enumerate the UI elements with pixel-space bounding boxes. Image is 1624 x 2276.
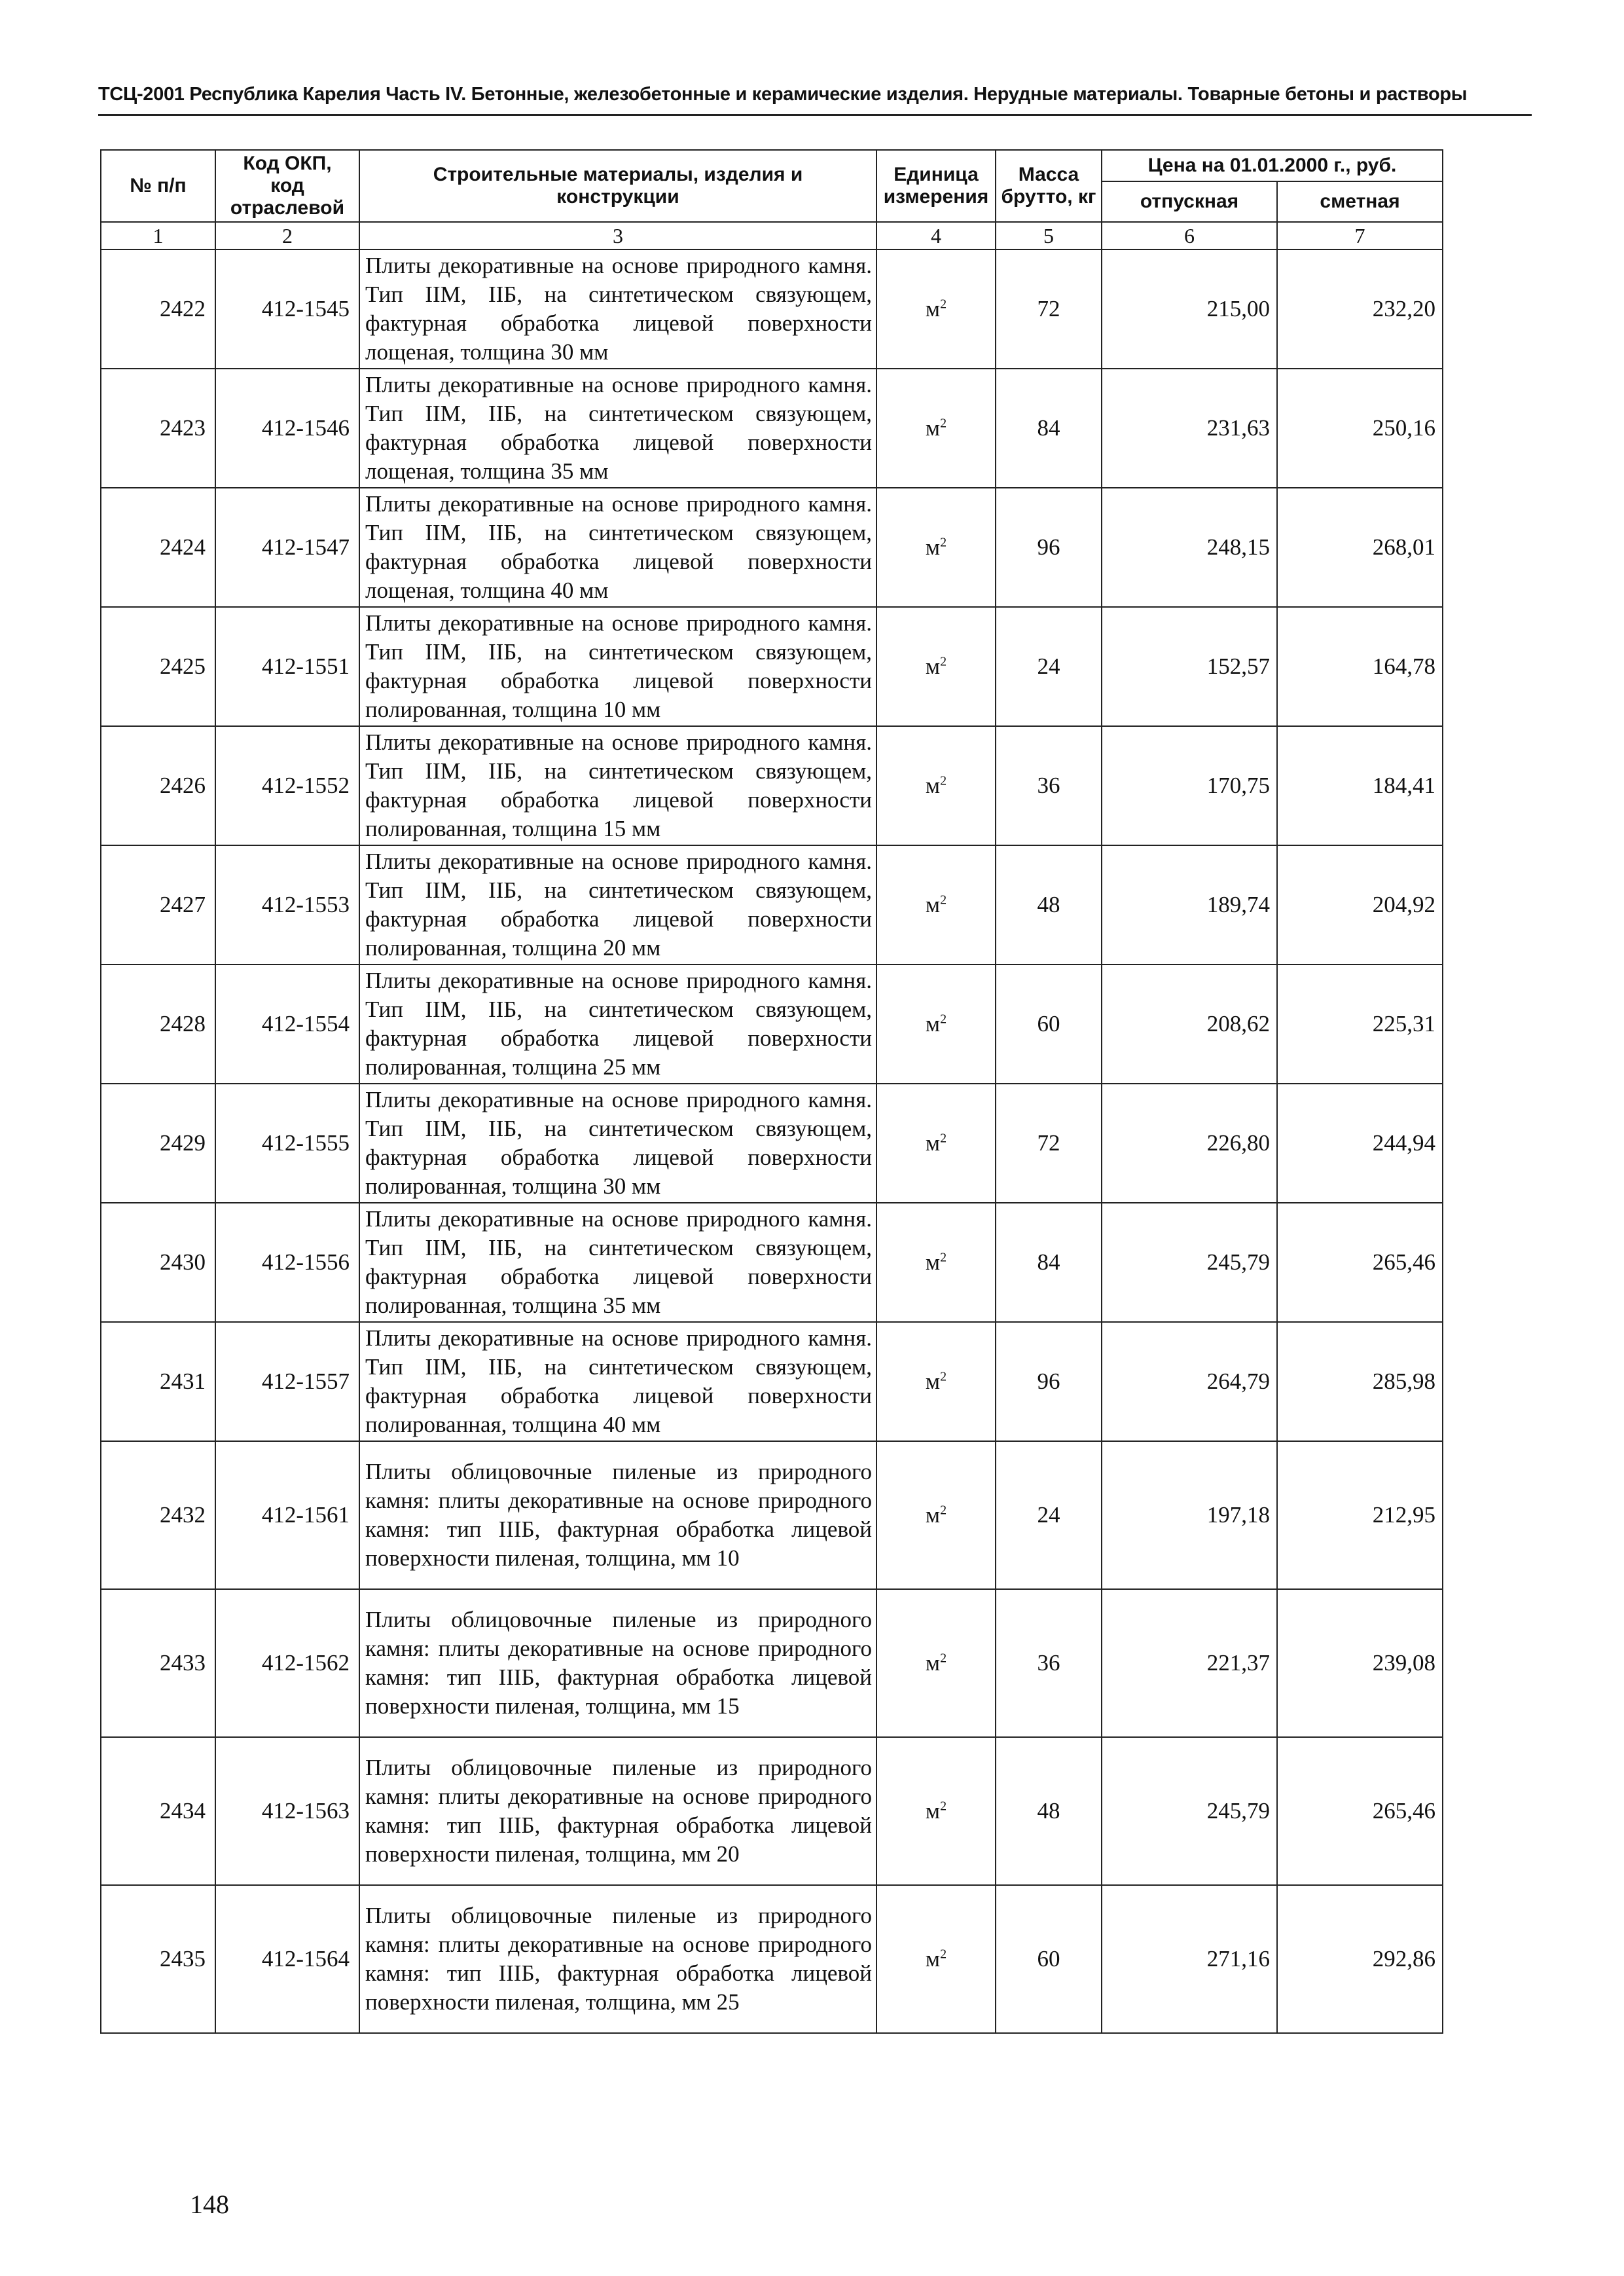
release-price: 231,63 [1102,369,1277,488]
estimate-price: 265,46 [1277,1737,1443,1885]
table-row [101,1885,1443,2033]
okp-code: 412-1556 [215,1203,359,1322]
unit-exponent: 2 [940,773,947,788]
okp-code: 412-1555 [215,1084,359,1203]
material-description: Плиты облицовочные пиленые из природного камня: плиты декоративные на основе природного камня: тип IIIБ, фактурная обработка лицевой поверхности пиленая, толщина, мм 15 [359,1589,876,1737]
gross-mass: 36 [996,1589,1102,1737]
unit: м [925,415,941,441]
material-description: Плиты декоративные на основе природного камня. Тип IIМ, IIБ, на синтетическом связующем, фактурная обработка лицевой поверхности полированная, толщина 15 мм [359,726,876,845]
gross-mass: 84 [996,1203,1102,1322]
estimate-price: 239,08 [1277,1589,1443,1737]
table-row [101,1441,1443,1589]
row-number: 2423 [101,369,215,488]
gross-mass: 24 [996,1441,1102,1589]
okp-code: 412-1546 [215,369,359,488]
col-header-num: № п/п [101,150,215,222]
unit-cell [876,1737,996,1885]
estimate-price: 244,94 [1277,1084,1443,1203]
unit: м [925,1011,941,1037]
unit-exponent: 2 [940,892,947,908]
unit-exponent: 2 [940,1250,947,1265]
estimate-price: 204,92 [1277,845,1443,964]
col-header-code-line3: отраслевой [230,197,345,219]
estimate-price: 184,41 [1277,726,1443,845]
row-number: 2427 [101,845,215,964]
unit-cell [876,249,996,369]
column-number: 5 [996,222,1102,249]
unit: м [925,296,941,321]
unit-exponent: 2 [940,416,947,431]
material-description: Плиты облицовочные пиленые из природного камня: плиты декоративные на основе природного камня: тип IIIБ, фактурная обработка лицевой поверхности пиленая, толщина, мм 20 [359,1737,876,1885]
unit-cell [876,1441,996,1589]
price-table [100,149,1443,2034]
estimate-price: 265,46 [1277,1203,1443,1322]
unit-cell [876,726,996,845]
unit-exponent: 2 [940,1369,947,1384]
estimate-price: 232,20 [1277,249,1443,369]
gross-mass: 72 [996,1084,1102,1203]
col-header-unit [876,150,996,222]
gross-mass: 96 [996,1322,1102,1441]
estimate-price: 292,86 [1277,1885,1443,2033]
row-number: 2426 [101,726,215,845]
column-number: 7 [1277,222,1443,249]
gross-mass: 48 [996,845,1102,964]
unit: м [925,1249,941,1275]
material-description: Плиты облицовочные пиленые из природного камня: плиты декоративные на основе природного камня: тип IIIБ, фактурная обработка лицевой поверхности пиленая, толщина, мм 25 [359,1885,876,2033]
unit-exponent: 2 [940,1503,947,1518]
release-price: 197,18 [1102,1441,1277,1589]
release-price: 271,16 [1102,1885,1277,2033]
running-header: ТСЦ-2001 Республика Карелия Часть IV. Бетонные, железобетонные и керамические изделия. Нерудные материалы. Товарные бетоны и растворы [98,84,1468,105]
release-price: 189,74 [1102,845,1277,964]
unit-exponent: 2 [940,654,947,669]
okp-code: 412-1562 [215,1589,359,1737]
unit-exponent: 2 [940,1651,947,1666]
estimate-price: 225,31 [1277,964,1443,1084]
material-description: Плиты декоративные на основе природного камня. Тип IIМ, IIБ, на синтетическом связующем, фактурная обработка лицевой поверхности лощеная, толщина 40 мм [359,488,876,607]
unit-cell [876,369,996,488]
unit-cell [876,1084,996,1203]
col-header-unit-line1: Единица [893,164,979,185]
gross-mass: 60 [996,1885,1102,2033]
estimate-price: 285,98 [1277,1322,1443,1441]
table-row [101,1322,1443,1441]
release-price: 152,57 [1102,607,1277,726]
header-rule [98,114,1532,116]
unit-exponent: 2 [940,1012,947,1027]
okp-code: 412-1552 [215,726,359,845]
col-header-release: отпускная [1102,181,1277,222]
gross-mass: 36 [996,726,1102,845]
table-row [101,488,1443,607]
unit-cell [876,1589,996,1737]
gross-mass: 48 [996,1737,1102,1885]
page-number: 148 [190,2190,229,2219]
unit: м [925,653,941,679]
unit-cell [876,488,996,607]
column-number: 2 [215,222,359,249]
unit: м [925,1130,941,1156]
column-number: 1 [101,222,215,249]
release-price: 215,00 [1102,249,1277,369]
okp-code: 412-1553 [215,845,359,964]
unit: м [925,892,941,917]
gross-mass: 84 [996,369,1102,488]
unit: м [925,1368,941,1394]
release-price: 170,75 [1102,726,1277,845]
material-description: Плиты декоративные на основе природного камня. Тип IIМ, IIБ, на синтетическом связующем, фактурная обработка лицевой поверхности полированная, толщина 30 мм [359,1084,876,1203]
column-number: 3 [359,222,876,249]
material-description: Плиты облицовочные пиленые из природного камня: плиты декоративные на основе природного камня: тип IIIБ, фактурная обработка лицевой поверхности пиленая, толщина, мм 10 [359,1441,876,1589]
estimate-price: 268,01 [1277,488,1443,607]
row-number: 2430 [101,1203,215,1322]
header-row [101,150,1443,181]
col-header-unit-line2: измерения [883,186,989,208]
unit-cell [876,845,996,964]
col-header-mass-line1: Масса [1018,164,1079,185]
table-row [101,369,1443,488]
unit-exponent: 2 [940,1131,947,1146]
table-body [101,249,1443,2033]
col-header-code-line2: код [270,175,304,196]
table-row [101,1084,1443,1203]
unit-exponent: 2 [940,535,947,550]
column-numbers-row [101,222,1443,249]
okp-code: 412-1564 [215,1885,359,2033]
table-row [101,249,1443,369]
material-description: Плиты декоративные на основе природного камня. Тип IIМ, IIБ, на синтетическом связующем, фактурная обработка лицевой поверхности лощеная, толщина 35 мм [359,369,876,488]
estimate-price: 212,95 [1277,1441,1443,1589]
okp-code: 412-1547 [215,488,359,607]
okp-code: 412-1554 [215,964,359,1084]
unit-cell [876,607,996,726]
col-header-mass [996,150,1102,222]
row-number: 2429 [101,1084,215,1203]
release-price: 248,15 [1102,488,1277,607]
unit: м [925,1798,941,1824]
unit-exponent: 2 [940,1799,947,1814]
row-number: 2422 [101,249,215,369]
okp-code: 412-1563 [215,1737,359,1885]
release-price: 226,80 [1102,1084,1277,1203]
material-description: Плиты декоративные на основе природного камня. Тип IIМ, IIБ, на синтетическом связующем, фактурная обработка лицевой поверхности полированная, толщина 20 мм [359,845,876,964]
col-header-materials [359,150,876,222]
unit-cell [876,1885,996,2033]
material-description: Плиты декоративные на основе природного камня. Тип IIМ, IIБ, на синтетическом связующем, фактурная обработка лицевой поверхности полированная, толщина 10 мм [359,607,876,726]
okp-code: 412-1561 [215,1441,359,1589]
release-price: 245,79 [1102,1203,1277,1322]
table-row [101,1589,1443,1737]
col-header-code-line1: Код ОКП, [243,153,332,174]
unit-exponent: 2 [940,297,947,312]
unit-cell [876,1322,996,1441]
column-number: 6 [1102,222,1277,249]
col-header-mass-line2: брутто, кг [1001,186,1096,208]
col-header-estimate: сметная [1277,181,1443,222]
row-number: 2434 [101,1737,215,1885]
table-row [101,964,1443,1084]
col-header-materials-line2: конструкции [556,186,679,208]
release-price: 208,62 [1102,964,1277,1084]
estimate-price: 250,16 [1277,369,1443,488]
row-number: 2428 [101,964,215,1084]
unit-cell [876,964,996,1084]
col-header-price-group: Цена на 01.01.2000 г., руб. [1102,150,1443,181]
col-header-code [215,150,359,222]
row-number: 2424 [101,488,215,607]
okp-code: 412-1551 [215,607,359,726]
release-price: 245,79 [1102,1737,1277,1885]
table-row [101,1203,1443,1322]
unit: м [925,773,941,798]
unit: м [925,534,941,560]
row-number: 2433 [101,1589,215,1737]
table-row [101,607,1443,726]
row-number: 2432 [101,1441,215,1589]
col-header-materials-line1: Строительные материалы, изделия и [433,164,803,185]
unit-exponent: 2 [940,1947,947,1962]
table-row [101,845,1443,964]
unit-cell [876,1203,996,1322]
row-number: 2435 [101,1885,215,2033]
okp-code: 412-1557 [215,1322,359,1441]
material-description: Плиты декоративные на основе природного камня. Тип IIМ, IIБ, на синтетическом связующем, фактурная обработка лицевой поверхности полированная, толщина 35 мм [359,1203,876,1322]
unit: м [925,1502,941,1528]
unit: м [925,1650,941,1676]
estimate-price: 164,78 [1277,607,1443,726]
release-price: 221,37 [1102,1589,1277,1737]
gross-mass: 60 [996,964,1102,1084]
material-description: Плиты декоративные на основе природного камня. Тип IIМ, IIБ, на синтетическом связующем, фактурная обработка лицевой поверхности полированная, толщина 25 мм [359,964,876,1084]
unit: м [925,1946,941,1972]
table-row [101,1737,1443,1885]
gross-mass: 24 [996,607,1102,726]
gross-mass: 72 [996,249,1102,369]
column-number: 4 [876,222,996,249]
row-number: 2425 [101,607,215,726]
material-description: Плиты декоративные на основе природного камня. Тип IIМ, IIБ, на синтетическом связующем, фактурная обработка лицевой поверхности лощеная, толщина 30 мм [359,249,876,369]
material-description: Плиты декоративные на основе природного камня. Тип IIМ, IIБ, на синтетическом связующем, фактурная обработка лицевой поверхности полированная, толщина 40 мм [359,1322,876,1441]
gross-mass: 96 [996,488,1102,607]
row-number: 2431 [101,1322,215,1441]
table-row [101,726,1443,845]
okp-code: 412-1545 [215,249,359,369]
release-price: 264,79 [1102,1322,1277,1441]
